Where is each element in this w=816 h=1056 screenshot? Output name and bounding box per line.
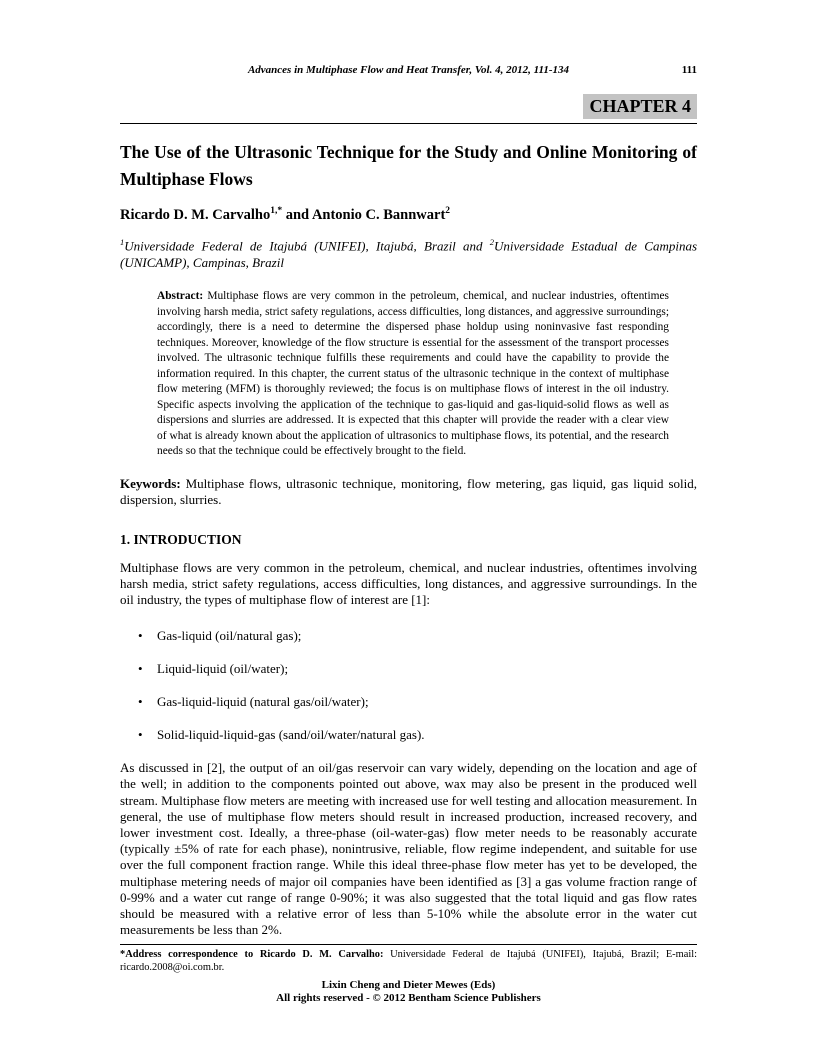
keywords-label: Keywords: (120, 475, 181, 491)
flow-types-list (120, 628, 697, 743)
authors-line (120, 202, 697, 224)
list-item: • Solid-liquid-liquid-gas (sand/oil/water/natural gas). (120, 727, 697, 743)
keywords-block (120, 476, 697, 509)
abstract-label: Abstract: (157, 290, 204, 303)
affiliation-line (120, 234, 697, 271)
affiliation-superscript-1: 1 (120, 236, 125, 247)
author-name-2: Antonio C. Bannwart (311, 206, 446, 223)
abstract-text: Multiphase flows are very common in the petroleum, chemical, and nuclear industries, oftentimes involving harsh media, strict safety regulations, access difficulties, long distances, and aggressive surroundings; accordingly, there is a need to determine the dispersed phase holdup using noninvasive fast responding techniques. Moreover, knowledge of the flow structure is essential for the assessment of the transport processes involved. The ultrasonic technique fulfills these requirements and could have the capability to provide the information required. In this chapter, the current status of the ultrasonic technique in the context of multiphase flow metering (MFM) is thoroughly reviewed; the focus is on multiphase flows of interest in the oil industry. Specific aspects involving the application of the technique to gas-liquid and gas-liquid-solid flows as well as dispersions and slurries are addressed. It is expected that this chapter will provide the reader with a clear view of what is already known about the application of ultrasonics to multiphase flows, its potential, and the research needs so that the technique could be effectively brought to the field. (157, 290, 669, 458)
section-heading-introduction: 1. INTRODUCTION (120, 531, 242, 547)
author-superscript-1: 1,* (270, 206, 283, 216)
list-item: • Liquid-liquid (oil/water); (120, 661, 697, 677)
authors-connector: and (282, 206, 312, 223)
running-header (120, 64, 697, 79)
copyright-line: All rights reserved - © 2012 Bentham Science Publishers (276, 992, 541, 1004)
footnote-text: Universidade Federal de Itajubá (UNIFEI), Itajubá, Brazil; E-mail: ricardo.2008@oi.com.br. (120, 948, 697, 973)
affiliation-text-1: Universidade Federal de Itajubá (UNIFEI), Itajubá, Brazil and (124, 238, 490, 254)
book-editors-line: Lixin Cheng and Dieter Mewes (Eds) (321, 978, 496, 991)
keywords-text: Multiphase flows, ultrasonic technique, monitoring, flow metering, gas liquid, gas liquid solid, dispersion, slurries. (120, 475, 697, 508)
book-footer (120, 979, 697, 1006)
footnote-rule (120, 944, 697, 945)
intro-paragraph-1: Multiphase flows are very common in the petroleum, chemical, and nuclear industries, oftentimes involving harsh media, strict safety regulations, access difficulties, long distances, and aggressive surroundings. In the oil industry, the types of multiphase flow of interest are [1]: (120, 559, 697, 608)
affiliation-text-2: Universidade Estadual de Campinas (UNICAMP), Campinas, Brazil (120, 238, 698, 271)
correspondence-footnote (120, 948, 697, 974)
footnote-label: *Address correspondence to Ricardo D. M. Carvalho: (120, 948, 384, 960)
list-item: • Gas-liquid-liquid (natural gas/oil/water); (120, 694, 697, 710)
intro-paragraph-2: As discussed in [2], the output of an oil/gas reservoir can vary widely, depending on the location and age of the well; in addition to the components pointed out above, wax may also be present in the produced well stream. Multiphase flow meters are meeting with increased use for well testing and allocation measurement. In general, the use of multiphase flow meters should result in increased production, increased recovery, and lower investment cost. Ideally, a three-phase (oil-water-gas) flow meter needs to be reasonably accurate (typically ±5% of rate for each phase), nonintrusive, reliable, flow regime independent, and suitable for use over the full component fraction range. While this ideal three-phase flow meter has yet to be developed, the multiphase metering needs of major oil companies have been identified as [3] a gas volume fraction range of 0-99% and a water cut range of range 0-90%; it was also suggested that the total liquid and gas flow rates should be measured with a relative error of less than 5-10% while the absolute error in the water cut measurements be less than 2%. (120, 760, 697, 938)
chapter-row (120, 94, 697, 120)
abstract-block (120, 289, 697, 460)
author-name-1: Ricardo D. M. Carvalho (120, 206, 271, 223)
affiliation-superscript-2: 2 (489, 236, 495, 247)
chapter-badge: CHAPTER 4 (583, 94, 697, 119)
page-number: 111 (681, 64, 697, 76)
article-title: The Use of the Ultrasonic Technique for the Study and Online Monitoring of Multiphase Flows (120, 142, 697, 189)
author-superscript-2: 2 (445, 206, 451, 216)
running-header-citation: Advances in Multiphase Flow and Heat Transfer, Vol. 4, 2012, 111-134 (247, 64, 570, 76)
list-item: • Gas-liquid (oil/natural gas); (120, 628, 697, 644)
header-rule (120, 123, 697, 124)
